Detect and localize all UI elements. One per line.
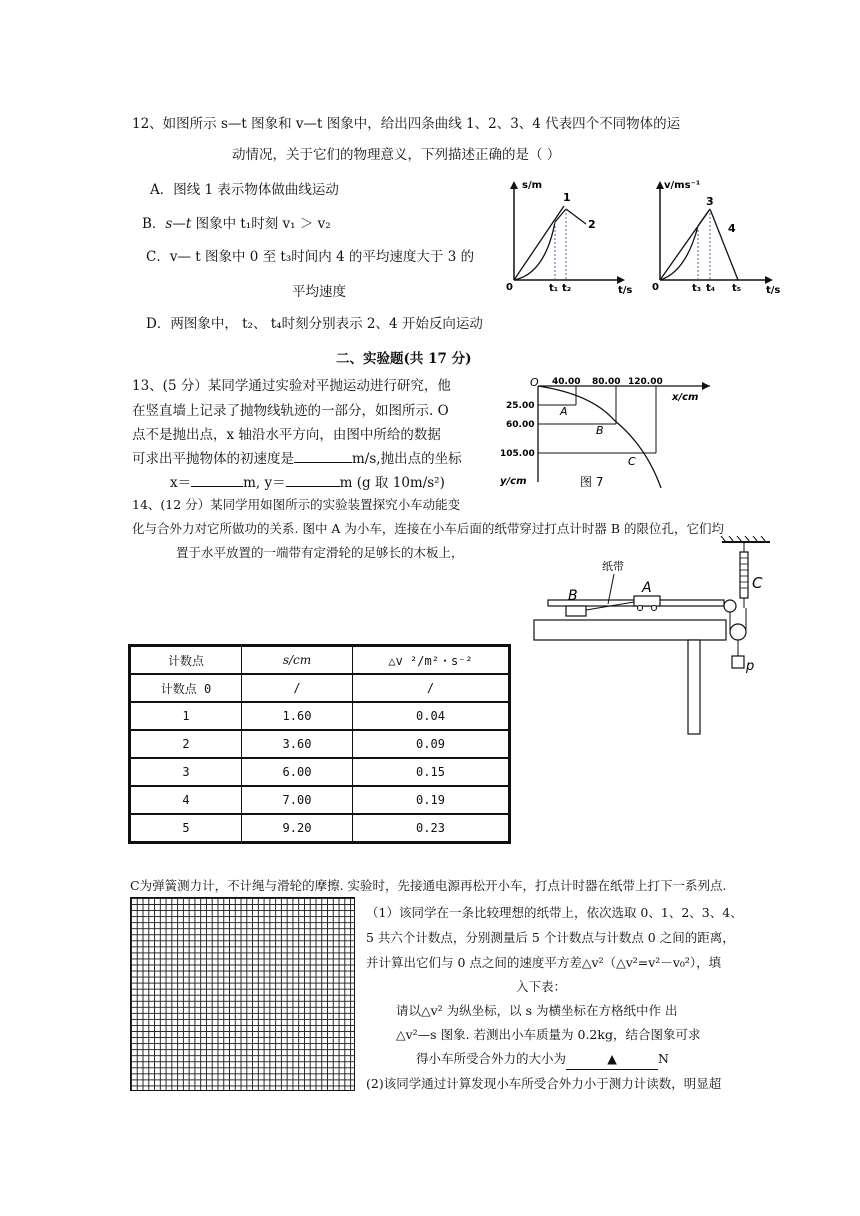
vt-ylabel: v/ms⁻¹ — [664, 180, 701, 191]
table-cell: 1.60 — [242, 702, 353, 730]
q14-p1-line3: 并计算出它们与 0 点之间的速度平方差△v²（△v²=v²－v₀²），填 — [366, 955, 722, 970]
force-blank[interactable] — [566, 1049, 658, 1070]
st-y-arrow — [510, 181, 518, 189]
fig7-point-c: C — [628, 455, 636, 468]
table-leg — [688, 640, 700, 734]
q12-option-c-cont: 平均速度 — [292, 284, 346, 300]
table-top — [534, 620, 726, 640]
q12-option-a: A．图线 1 表示物体做曲线运动 — [150, 182, 339, 198]
fig7-point-a: A — [560, 405, 568, 418]
label-a: A — [642, 580, 652, 596]
vt-t3: t₃ — [692, 283, 702, 294]
table-row — [130, 786, 510, 814]
table-cell: 1 — [130, 702, 242, 730]
table-cell: 5 — [130, 814, 242, 843]
st-graph — [500, 176, 640, 294]
data-table — [128, 644, 511, 844]
section-title: 二、实验题(共 17 分) — [336, 351, 472, 367]
q14-p1-line5: 请以△v² 为纵坐标，以 s 为横坐标在方格纸中作 出 — [396, 1003, 678, 1018]
fig7-y2: 60.00 — [506, 420, 535, 430]
table-cell: 0.23 — [353, 814, 510, 843]
curve-1 — [514, 206, 564, 280]
q14-p1-line6: △v²—s 图象. 若测出小车质量为 0.2kg，结合图象可求 — [396, 1027, 701, 1042]
fixed-pulley — [724, 600, 736, 612]
table-row — [130, 730, 510, 758]
table-cell: 0.04 — [353, 702, 510, 730]
q13-line3: 点不是抛出点，x 轴沿水平方向，由图中所给的数据 — [132, 427, 441, 443]
fig7-point-b: B — [596, 424, 604, 437]
x-blank[interactable] — [191, 486, 243, 487]
table-cell: / — [353, 674, 510, 702]
fig7-caption: 图 7 — [580, 475, 604, 489]
q13-line1: 13、(5 分）某同学通过实验对平抛运动进行研究，他 — [132, 378, 451, 394]
fig7-ylabel: y/cm — [500, 476, 527, 487]
table-row — [130, 814, 510, 843]
table-cell: 计数点 0 — [130, 674, 242, 702]
q14-p1-line7: 得小车所受合外力的大小为 ▲ N — [416, 1049, 669, 1070]
st-label-1: 1 — [563, 191, 571, 204]
label-c: C — [752, 574, 763, 592]
vt-label-4: 4 — [728, 222, 736, 235]
table-cell: / — [242, 674, 353, 702]
q12-line1: 12、如图所示 s—t 图象和 v—t 图象中，给出四条曲线 1、2、3、4 代表四个不同物体的运 — [132, 116, 681, 132]
vt-graph — [646, 176, 790, 294]
v0-blank[interactable] — [294, 462, 352, 463]
table-header: s/cm — [242, 646, 353, 675]
st-x-arrow — [617, 276, 625, 284]
table-cell: 3 — [130, 758, 242, 786]
table-cell: 0.19 — [353, 786, 510, 814]
apparatus-figure — [524, 536, 770, 736]
table-header: △v ²/m²・s⁻² — [353, 646, 510, 675]
curve-2-fall — [566, 209, 586, 224]
table-cell: 7.00 — [242, 786, 353, 814]
q14-p1-line2: 5 共六个计数点，分别测量后 5 个计数点与计数点 0 之间的距离， — [366, 930, 735, 945]
st-ylabel: s/m — [522, 180, 543, 191]
fig7-y3: 105.00 — [500, 449, 535, 459]
q14-line2: 化与合外力对它所做功的关系. 图中 A 为小车，连接在小车后面的纸带穿过打点计时器 B 的限位孔，它们均 — [132, 521, 725, 536]
q13-line4: 可求出平抛物体的初速度是 m/s,抛出点的坐标 — [132, 451, 462, 467]
table-row — [130, 758, 510, 786]
timer-b — [566, 606, 586, 616]
st-label-2: 2 — [588, 218, 596, 231]
movable-pulley — [730, 624, 746, 640]
table-header-row — [130, 646, 510, 675]
table-cell: 4 — [130, 786, 242, 814]
q14-line1: 14、(12 分）某同学用如图所示的实验装置探究小车动能变 — [132, 497, 461, 512]
table-row — [130, 702, 510, 730]
fig7-x2: 80.00 — [592, 377, 621, 387]
vt-x-arrow — [765, 276, 773, 284]
fig7-o: O — [530, 376, 539, 389]
fig7-trajectory — [538, 386, 661, 488]
table-cell: 0.15 — [353, 758, 510, 786]
st-t2: t₂ — [562, 283, 572, 294]
q14-p1-line4: 入下表： — [516, 979, 567, 994]
table-cell: 3.60 — [242, 730, 353, 758]
y-blank[interactable] — [286, 486, 340, 487]
table-cell: 9.20 — [242, 814, 353, 843]
table-row — [130, 674, 510, 702]
q12-line2: 动情况，关于它们的物理意义，下列描述正确的是（ ） — [232, 147, 561, 163]
table-cell: 0.09 — [353, 730, 510, 758]
st-origin: 0 — [506, 282, 513, 293]
weight-p — [732, 656, 744, 668]
table-cell: 6.00 — [242, 758, 353, 786]
vt-origin: 0 — [652, 282, 659, 293]
fig7-y1: 25.00 — [506, 401, 535, 411]
vt-t4: t₄ — [706, 283, 716, 294]
vt-xlabel: t/s — [766, 285, 781, 294]
q13-line2: 在竖直墙上记录了抛物线轨迹的一部分，如图所示. O — [132, 403, 449, 419]
graph-paper[interactable] — [130, 897, 355, 1091]
vt-label-3: 3 — [706, 195, 714, 208]
spring-scale — [740, 552, 748, 598]
q12-option-d: D．两图象中， t₂、 t₄时刻分别表示 2、4 开始反向运动 — [146, 316, 483, 332]
curve-4-fall — [710, 209, 738, 280]
table-header: 计数点 — [130, 646, 242, 675]
cart-a — [634, 596, 660, 606]
st-xlabel: t/s — [618, 285, 633, 294]
triangle-icon: ▲ — [607, 1051, 617, 1066]
q14-p1-line1: （1）该同学在一条比较理想的纸带上，依次选取 0、1、2、3、4、 — [366, 905, 743, 920]
figure-7 — [496, 376, 712, 492]
vt-y-arrow — [656, 181, 664, 189]
q14-line3: 置于水平放置的一端带有定滑轮的足够长的木板上， — [176, 545, 464, 560]
q14-line4: C为弹簧测力计，不计绳与滑轮的摩擦. 实验时，先接通电源再松开小车，打点计时器在纸带上打下一系列点. — [130, 878, 727, 893]
st-t1: t₁ — [549, 283, 559, 294]
q14-p2-line1: (2)该同学通过计算发现小车所受合外力小于测力计读数，明显超 — [366, 1076, 722, 1091]
fig7-x3: 120.00 — [628, 377, 663, 387]
q13-line5: x＝ m, y＝ m (g 取 10m/s²) — [170, 475, 445, 491]
label-b: B — [568, 588, 578, 604]
label-tape: 纸带 — [602, 560, 624, 573]
label-p: p — [746, 659, 755, 674]
fig7-x1: 40.00 — [552, 377, 581, 387]
fig7-xlabel: x/cm — [672, 392, 699, 403]
table-cell: 2 — [130, 730, 242, 758]
q12-option-b: B．s—t 图象中 t₁时刻 v₁ ＞ v₂ — [142, 216, 331, 232]
vt-t5: t₅ — [732, 283, 742, 294]
q12-option-c: C．v— t 图象中 0 至 t₃时间内 4 的平均速度大于 3 的 — [146, 249, 475, 265]
